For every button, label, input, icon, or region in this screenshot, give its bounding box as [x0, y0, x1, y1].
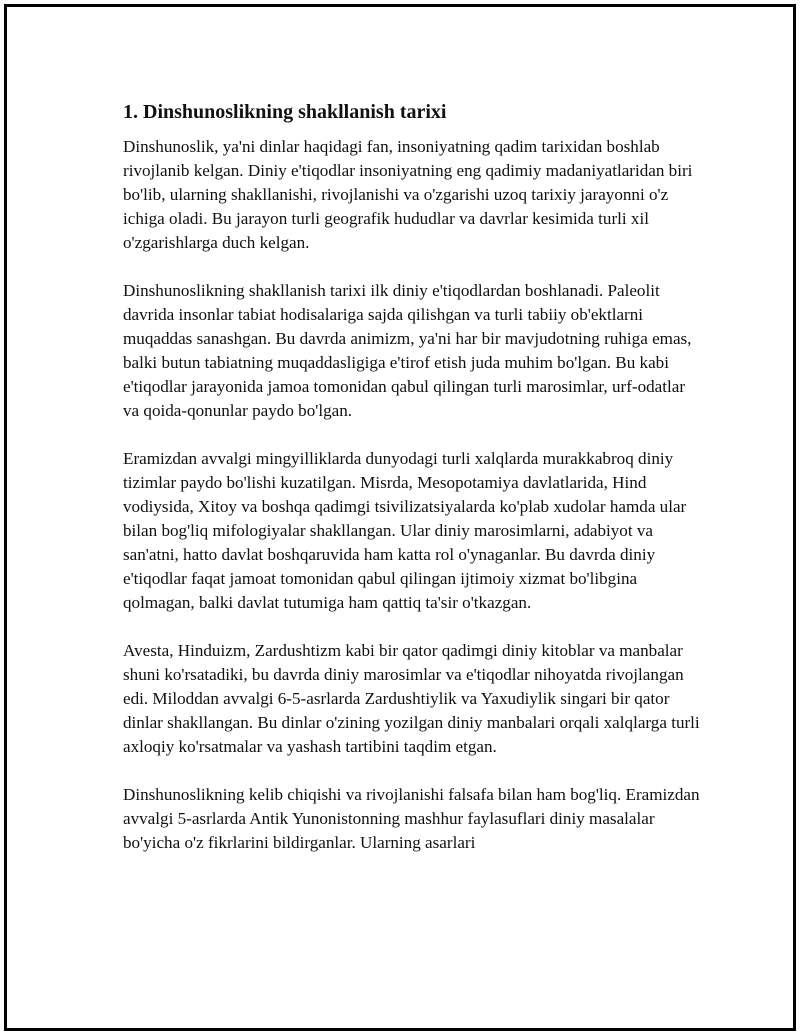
paragraph-3: Eramizdan avvalgi mingyilliklarda dunyodagi turli xalqlarda murakkabroq diniy tizimlar paydo bo'lishi kuzatilgan. Misrda, Mesopotamiya davlatlarida, Hind vodiysida, Xitoy va boshqa qadimgi tsivilizatsiyalarda ko'plab xudolar hamda ular bilan bog'liq mifologiyalar shakllangan. Ular diniy marosimlarni, adabiyot va san'atni, hatto davlat boshqaruvida ham katta rol o'ynaganlar. Bu davrda diniy e'tiqodlar faqat jamoat tomonidan qabul qilingan ijtimoiy xizmat bo'libgina qolmagan, balki davlat tutumiga ham qattiq ta'sir o'tkazgan.: [123, 449, 687, 612]
document-body: [123, 99, 703, 879]
page-frame: [4, 4, 796, 1031]
paragraph-2: Dinshunoslikning shakllanish tarixi ilk diniy e'tiqodlardan boshlanadi. Paleolit davrida insonlar tabiat hodisalariga sajda qilishgan va turli tabiiy ob'ektlarni muqaddas sanashgan. Bu davrda animizm, ya'ni har bir mavjudotning ruhiga emas, balki butun tabiatning muqaddasligiga e'tirof etish juda muhim bo'lgan. Bu kabi e'tiqodlar jarayonida jamoa tomonidan qabul qilingan turli marosimlar, urf-odatlar va qoida-qonunlar paydo bo'lgan.: [123, 281, 692, 420]
section-heading: 1. Dinshunoslikning shakllanish tarixi: [123, 101, 447, 123]
paragraph-1: Dinshunoslik, ya'ni dinlar haqidagi fan, insoniyatning qadim tarixidan boshlab rivojlanib kelgan. Diniy e'tiqodlar insoniyatning eng qadimiy madaniyatlaridan biri bo'lib, ularning shakllanishi, rivojlanishi va o'zgarishi uzoq tarixiy jarayonni o'z ichiga oladi. Bu jarayon turli geografik hududlar va davrlar kesimida turli xil o'zgarishlarga duch kelgan.: [123, 137, 693, 252]
paragraph-5: Dinshunoslikning kelib chiqishi va rivojlanishi falsafa bilan ham bog'liq. Eramizdan avvalgi 5-asrlarda Antik Yunonistonning mashhur faylasuflari diniy masalalar bo'yicha o'z fikrlarini bildirganlar. Ularning asarlari: [123, 785, 700, 852]
paragraph-4: Avesta, Hinduizm, Zardushtizm kabi bir qator qadimgi diniy kitoblar va manbalar shuni ko'rsatadiki, bu davrda diniy marosimlar va e'tiqodlar nihoyatda rivojlangan edi. Miloddan avvalgi 6-5-asrlarda Zardushtiylik va Yaxudiylik singari bir qator dinlar shakllangan. Bu dinlar o'zining yozilgan diniy manbalari orqali xalqlarga turli axloqiy ko'rsatmalar va yashash tartibini taqdim etgan.: [123, 641, 700, 756]
